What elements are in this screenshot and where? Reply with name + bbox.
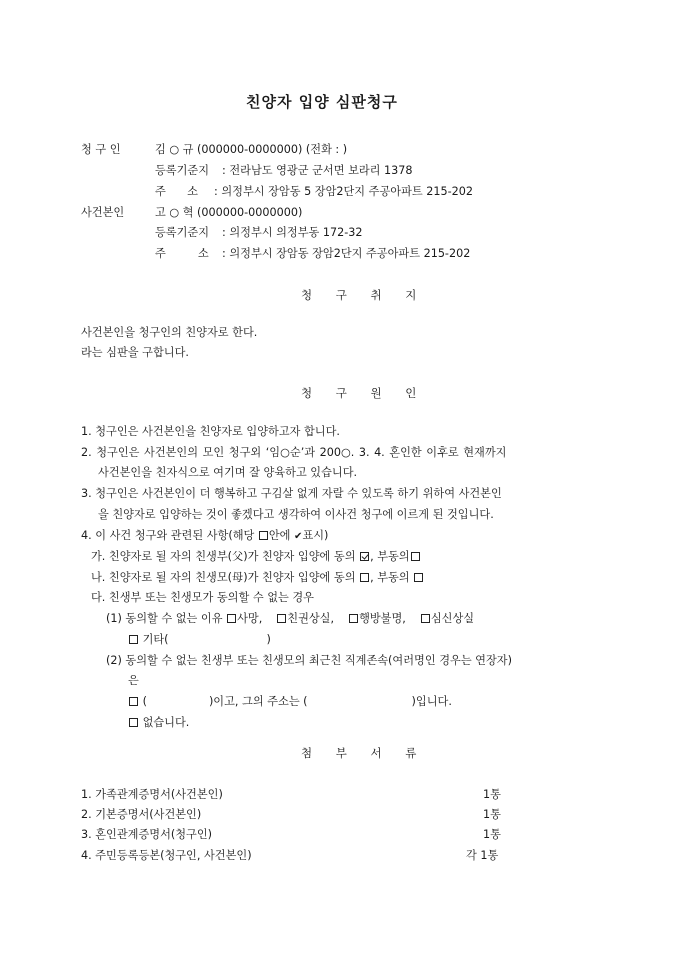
mother-consent-text: 나. 친양자로 될 자의 친생모(母)가 친양자 입양에 동의 [91,571,356,584]
ascendant-line-2: 은 [128,674,139,687]
ascendant-none-checkbox[interactable] [129,718,138,727]
cause-item-3-line-2: 을 친양자로 입양하는 것이 좋겠다고 생각하여 이사건 청구에 이르게 된 것입니다. [98,508,494,521]
purpose-line-1: 사건본인을 청구인의 친양자로 한다. [81,326,258,339]
reason-incapacity-label: 심신상실 [430,612,475,625]
ascendant-detail-row [128,696,452,707]
father-consent-row [91,551,421,562]
principal-registry-value: : 의정부시 의정부동 172-32 [222,226,363,239]
ascendant-none-row [128,717,189,728]
reason-incapacity-checkbox[interactable] [421,614,430,623]
ascendant-none-label: 없습니다. [142,716,190,729]
mother-consent-checkbox[interactable] [360,573,369,582]
father-refuse-checkbox[interactable] [411,552,420,561]
attachments-heading: 첨 부 서 류 [301,746,427,760]
reason-other-label: 기타( [142,633,169,646]
reason-missing-label: 행방불명, [359,612,406,625]
mother-refuse-label: , 부동의 [370,571,410,584]
cause-item-1: 1. 청구인은 사건본인을 친양자로 입양하고자 합니다. [81,425,340,438]
cause-item-4 [81,530,328,542]
father-consent-text: 가. 친양자로 될 자의 친생부(父)가 친양자 입양에 동의 [91,550,356,563]
reason-row [106,613,474,624]
attachment-name-3: 3. 혼인관계증명서(청구인) [81,828,213,841]
mother-consent-row [91,572,424,583]
principal-address-label: 주 소 [155,247,209,260]
purpose-line-2: 라는 심판을 구합니다. [81,346,189,359]
claimant-registry-label: 등록기준지 [155,164,210,177]
attachment-qty-2: 1통 [483,808,501,821]
unable-consent-heading: 다. 친생부 또는 친생모가 동의할 수 없는 경우 [91,591,314,604]
attachment-name-4: 4. 주민등록등본(청구인, 사건본인) [81,849,252,862]
cause-heading: 청 구 원 인 [301,386,427,400]
claimant-registry-value: : 전라남도 영광군 군서면 보라리 1378 [222,164,413,177]
claimant-address-label: 주 소 [155,185,198,198]
attachment-qty-4: 각 1통 [466,849,499,862]
item-4-text-b: 안에 [268,529,295,542]
principal-role-label: 사건본인 [81,206,125,219]
ascendant-address-text: )이고, 그의 주소는 ( [208,695,308,708]
reason-missing-checkbox[interactable] [349,614,358,623]
principal-registry-label: 등록기준지 [155,226,210,239]
father-refuse-label: , 부동의 [370,550,410,563]
mother-refuse-checkbox[interactable] [414,573,423,582]
principal-address-value: : 의정부시 장암동 장암2단지 주공아파트 215-202 [222,247,471,260]
ascendant-end-text: )입니다. [411,695,452,708]
ascendant-name-open: ( [142,695,147,708]
claimant-address-value: : 의정부시 장암동 5 장암2단지 주공아파트 215-202 [214,185,474,198]
attachment-name-1: 1. 가족관계증명서(사건본인) [81,788,223,801]
reason-loss-checkbox[interactable] [277,614,286,623]
principal-name-line: 고 ○ 혁 (000000-0000000) [155,206,303,219]
item-4-text-c: 표시) [302,529,329,542]
cause-item-2-line-2: 사건본인을 친자식으로 여기며 잘 양육하고 있습니다. [98,466,358,479]
reason-other-checkbox[interactable] [129,635,138,644]
father-consent-checkbox[interactable] [360,552,369,561]
claimant-name-line: 김 ○ 규 (000000-0000000) (전화 : ) [155,143,348,156]
attachment-name-2: 2. 기본증명서(사건본인) [81,808,202,821]
item-4-text-a: 4. 이 사건 청구와 관련된 사항(해당 [81,529,258,542]
cause-item-2-line-1 [81,447,601,458]
cause-item-3-line-1: 3. 청구인은 사건본인이 더 행복하고 구김살 없게 자랄 수 있도록 하기 위하여 사건본인 [81,487,502,500]
reason-other-close: ) [266,633,271,646]
reason-label: (1) 동의할 수 없는 이유 [106,612,223,625]
attachment-qty-1: 1통 [483,788,501,801]
reason-death-label: 사망, [237,612,263,625]
attachment-qty-3: 1통 [483,828,501,841]
reason-loss-label: 친권상실, [287,612,335,625]
reason-other-row [128,634,271,645]
purpose-heading: 청 구 취 지 [301,288,427,302]
ascendant-exists-checkbox[interactable] [129,697,138,706]
example-checkbox-icon [259,531,268,540]
check-mark-icon: ✔ [294,531,303,542]
reason-death-checkbox[interactable] [227,614,236,623]
claimant-role-label: 청 구 인 [81,143,121,156]
cause-item-2-text: 2. 청구인은 사건본인의 모인 청구외 ‘임○순’과 200○. 3. 4. 혼인한 이후로 현재까지 [81,446,507,459]
ascendant-line-1: (2) 동의할 수 없는 친생부 또는 친생모의 최근친 직계존속(여러명인 경우는 연장자) [106,654,512,667]
page-title: 친양자 입양 심판청구 [246,93,398,111]
